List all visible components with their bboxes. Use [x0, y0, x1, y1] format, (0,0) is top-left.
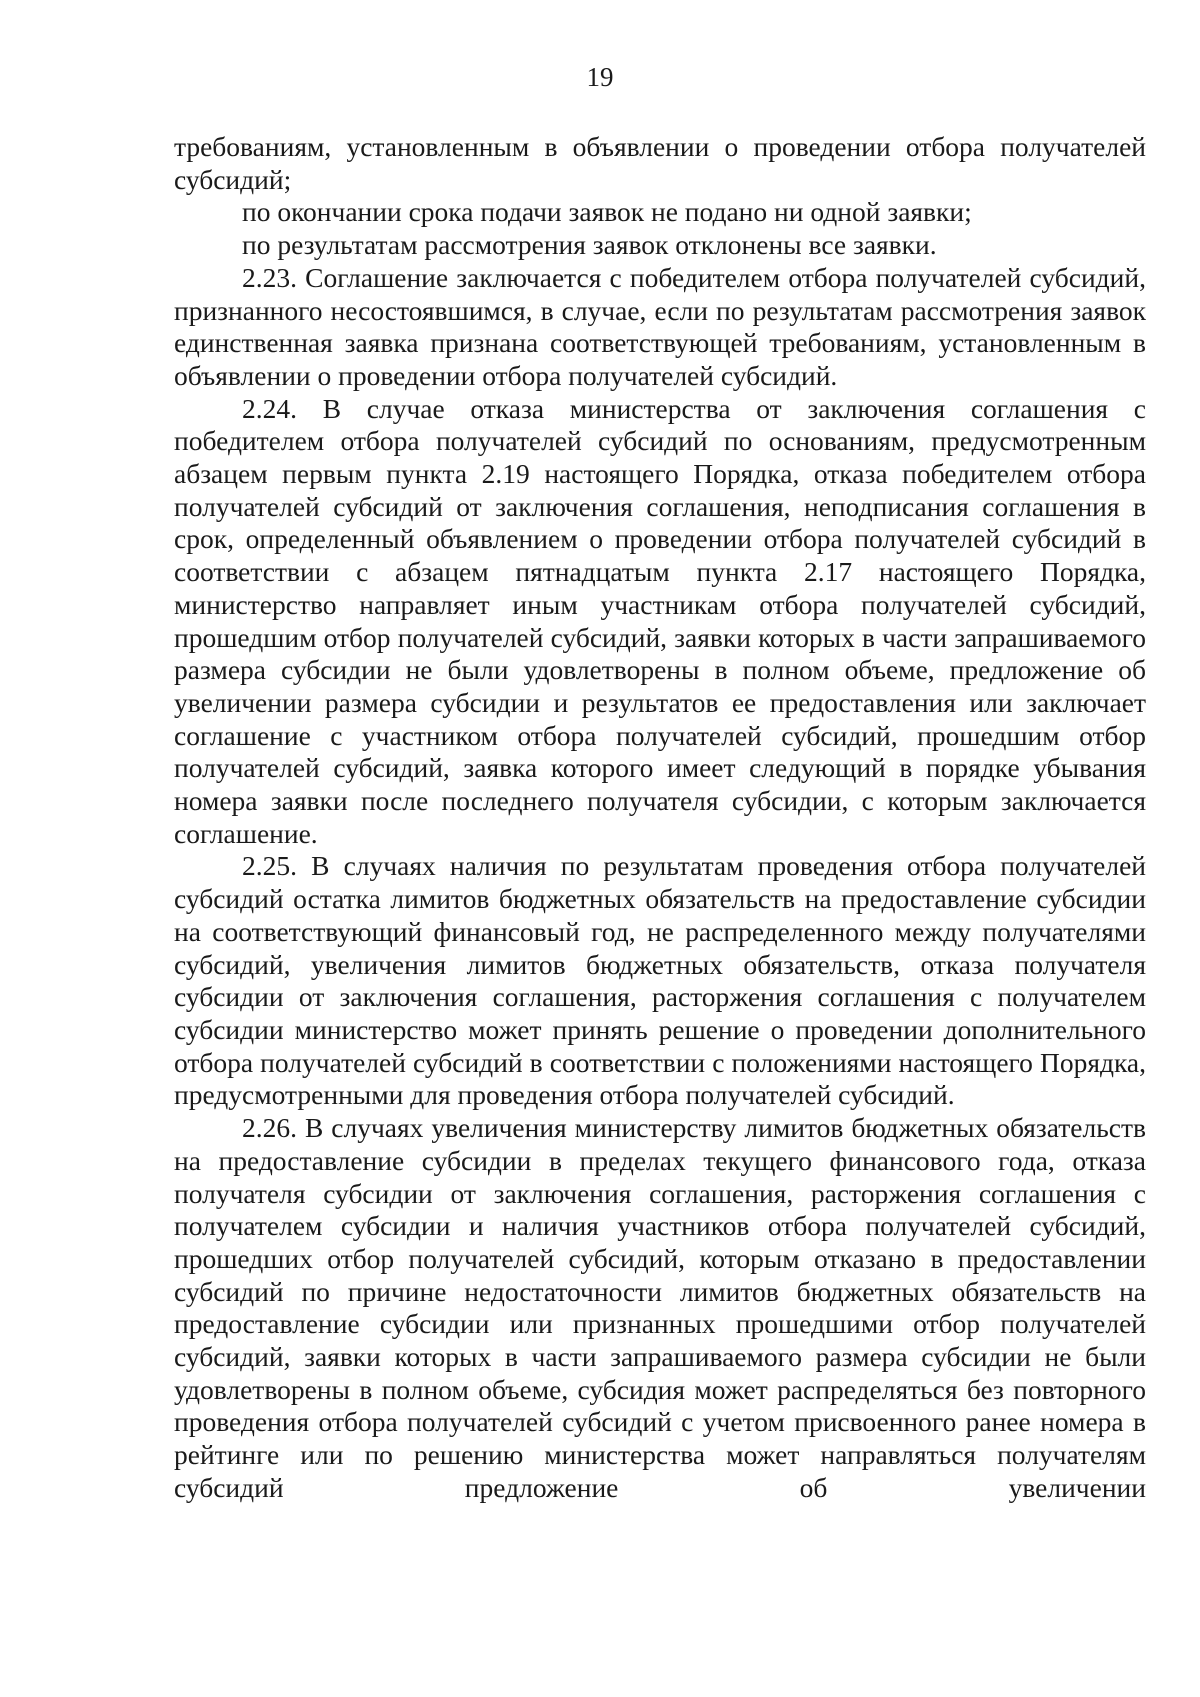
document-body [174, 131, 1146, 1505]
paragraph-clause-2-25: 2.25. В случаях наличия по результатам проведения отбора получателей субсидий остатка лимитов бюджетных обязательств на предоставление субсидии на соответствующий финансовый год, не распределенного между получателями субсидий, увеличения лимитов бюджетных обязательств, отказа получателя субсидии от заключения соглашения, расторжения соглашения с получателем субсидии министерство может принять решение о проведении дополнительного отбора получателей субсидий в соответствии с положениями настоящего Порядка, предусмотренными для проведения отбора получателей субсидий. [174, 850, 1146, 1111]
paragraph-clause-2-23: 2.23. Соглашение заключается с победителем отбора получателей субсидий, признанного несостоявшимся, в случае, если по результатам рассмотрения заявок единственная заявка признана соответствующей требованиям, установленным в объявлении о проведении отбора получателей субсидий. [174, 261, 1146, 391]
paragraph-clause-2-24: 2.24. В случае отказа министерства от заключения соглашения с победителем отбора получателей субсидий по основаниям, предусмотренным абзацем первым пункта 2.19 настоящего Порядка, отказа победителем отбора получателей субсидий от заключения соглашения, неподписания соглашения в срок, определенный объявлением о проведении отбора получателей субсидий в соответствии с абзацем пятнадцатым пункта 2.17 настоящего Порядка, министерство направляет иным участникам отбора получателей субсидий, прошедшим отбор получателей субсидий, заявки которых в части запрашиваемого размера субсидии не были удовлетворены в полном объеме, предложение об увеличении размера субсидии и результатов ее предоставления или заключает соглашение с участником отбора получателей субсидий, прошедшим отбор получателей субсидий, заявка которого имеет следующий в порядке убывания номера заявки после последнего получателя субсидии, с которым заключается соглашение. [174, 392, 1146, 849]
paragraph-list-item: по окончании срока подачи заявок не подано ни одной заявки; [242, 196, 972, 228]
page-number: 19 [586, 62, 614, 92]
paragraph-continuation: требованиям, установленным в объявлении о проведении отбора получателей субсидий; [174, 131, 1146, 195]
paragraph-clause-2-26: 2.26. В случаях увеличения министерству лимитов бюджетных обязательств на предоставление субсидии в пределах текущего финансового года, отказа получателя субсидии от заключения соглашения, расторжения соглашения с получателем субсидии и наличия участников отбора получателей субсидий, прошедших отбор получателей субсидий, которым отказано в предоставлении субсидий по причине недостаточности лимитов бюджетных обязательств на предоставление субсидии или признанных прошедшими отбор получателей субсидий, заявки которых в части запрашиваемого размера субсидии не были удовлетворены в полном объеме, субсидия может распределяться без повторного проведения отбора получателей субсидий с учетом присвоенного ранее номера в рейтинге или по решению министерства может направляться получателям субсидий предложение об увеличении [174, 1112, 1146, 1503]
paragraph-list-item: по результатам рассмотрения заявок отклонены все заявки. [242, 229, 937, 261]
